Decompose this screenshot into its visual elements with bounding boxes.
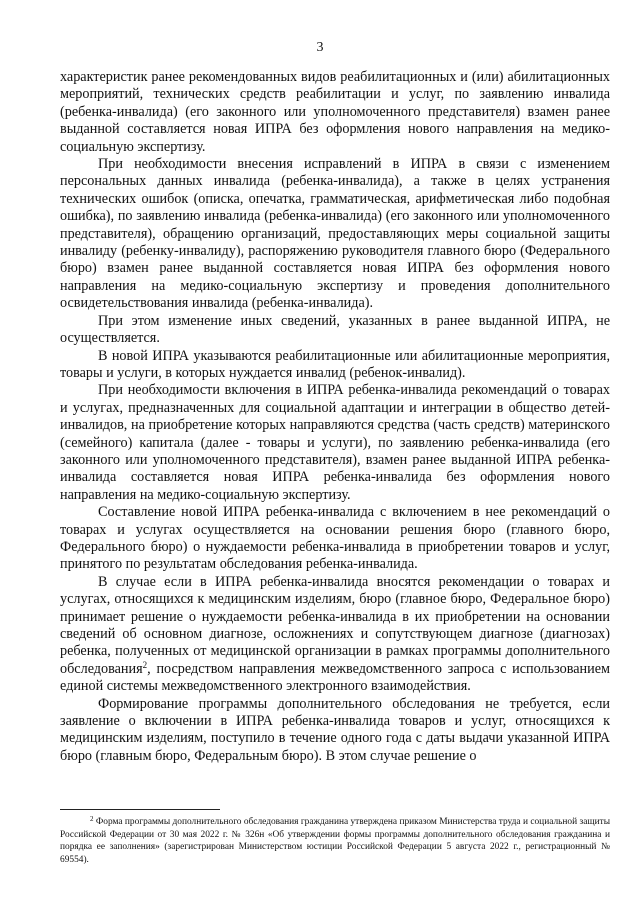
footnote-marker: 2 (90, 815, 94, 823)
page-number: 3 (316, 40, 324, 55)
paragraph: В новой ИПРА указываются реабилитационные или абилитационные мероприятия, товары и услуги, в которых нуждается инвалид (ребенок-инвалид). (60, 347, 610, 381)
footnote-text: Форма программы дополнительного обследования гражданина утверждена приказом Министерства труда и социальной защиты Российской Федерации от 30 мая 2022 г. № 326н «Об утверждении формы программы дополнительного обследования гражданина и порядка ее заполнения» (зарегистрирован Министерством юстиции Российской Федерации 5 августа 2022 г., регистрационный № 69554). (60, 817, 610, 865)
footnote-divider (60, 809, 220, 810)
paragraph: Составление новой ИПРА ребенка-инвалида с включением в нее рекомендаций о товарах и услугах осуществляется на основании решения бюро (главного бюро, Федерального бюро) о нуждаемости ребенка-инвалида в приобретении товаров и услуг, принятого по результатам обследования ребенка-инвалида. (60, 504, 610, 573)
footnote (60, 816, 610, 866)
paragraph: характеристик ранее рекомендованных видов реабилитационных и (или) абилитационных мероприятий, технических средств реабилитации и услуг, по заявлению инвалида (ребенка-инвалида) (его законного или уполномоченного представителя) взамен ранее выданной составляется новая ИПРА без оформления нового направления на медико-социальную экспертизу. (60, 69, 610, 155)
paragraph: При необходимости включения в ИПРА ребенка-инвалида рекомендаций о товарах и услугах, предназначенных для социальной адаптации и интеграции в общество детей-инвалидов, на приобретение которых направляются средства (часть средств) материнского (семейного) капитала (далее - товары и услуги), по заявлению ребенка-инвалида (его законного или уполномоченного представителя), взамен ранее выданной ИПРА ребенка-инвалида составляется новая ИПРА ребенка-инвалида без оформления нового направления на медико-социальную экспертизу. (60, 382, 610, 503)
paragraph-text-continued: , посредством направления межведомственного запроса с использованием единой системы межведомственного электронного взаимодействия. (60, 660, 610, 695)
body-text (60, 69, 610, 765)
paragraph: При этом изменение иных сведений, указанных в ранее выданной ИПРА, не осуществляется. (60, 312, 610, 347)
paragraph-text: В случае если в ИПРА ребенка-инвалида вносятся рекомендации о товарах и услугах, относящихся к медицинским изделиям, бюро (главное бюро, Федеральное бюро) принимает решение о нуждаемости ребенка-инвалида в их приобретении на основании сведений об основном диагнозе, осложнениях и сопутствующем диагнозе (диагнозах) ребенка, полученных от медицинской организации в рамках программы дополнительного обследования (60, 573, 610, 677)
paragraph: При необходимости внесения исправлений в ИПРА в связи с изменением персональных данных инвалида (ребенка-инвалида), а также в целях устранения технических ошибок (описка, опечатка, грамматическая, арифметическая либо подобная ошибка), по заявлению инвалида (ребенка-инвалида) (его законного или уполномоченного представителя), обращению организаций, предоставляющих меры социальной защиты инвалиду (ребенку-инвалиду), распоряжению руководителя главного бюро (Федерального бюро) взамен ранее выданной составляется новая ИПРА без оформления нового направления на медико-социальную экспертизу и проведения дополнительного освидетельствования инвалида (ребенка-инвалида). (60, 156, 610, 312)
footnote-reference[interactable]: 2 (142, 659, 148, 670)
paragraph (60, 574, 610, 696)
paragraph: Формирование программы дополнительного обследования не требуется, если заявление о включении в ИПРА ребенка-инвалида товаров и услуг, относящихся к медицинским изделиям, поступило в течение одного года с даты выдачи указанной ИПРА бюро (главным бюро, Федеральным бюро). В этом случае решение о (60, 695, 610, 764)
